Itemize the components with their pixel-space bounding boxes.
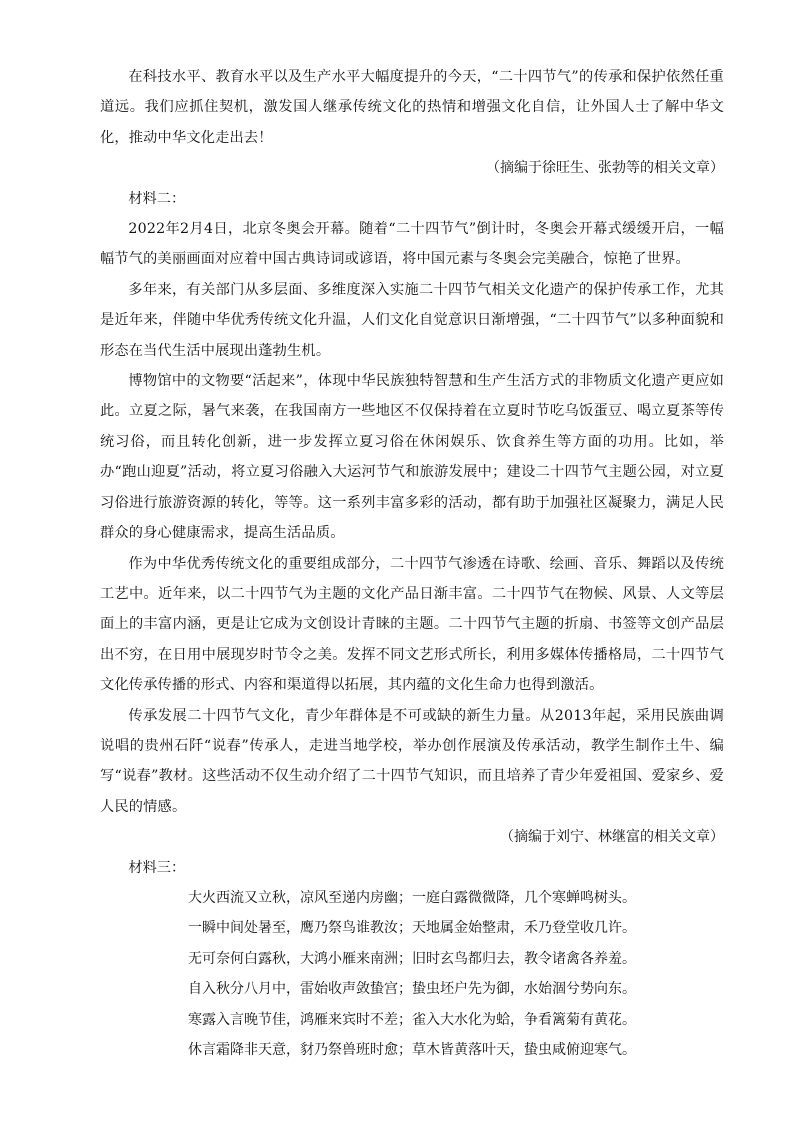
material-two-paragraph: 多年来，有关部门从多层面、多维度深入实施二十四节气相关文化遗产的保护传承工作，尤其是近年来，伴随中华优秀传统文化升温，人们文化自觉意识日渐增强，“二十四节气”以多种面貌和形态在当代生活中展现出蓬勃生机。 (100, 281, 724, 359)
material-two-paragraph: 2022年2月4日，北京冬奥会开幕。随着“二十四节气”倒计时，冬奥会开幕式缓缓开启，一幅幅节气的美丽画面对应着中国古典诗词或谚语，将中国元素与冬奥会完美融合，惊艳了世界。 (100, 221, 724, 268)
material-two-paragraph: 传承发展二十四节气文化，青少年群体是不可或缺的新生力量。从2013年起，采用民族曲调说唱的贵州石阡“说春”传承人，走进当地学校，举办创作展演及传承活动，教学生制作土牛、编写“说春”教材。这些活动不仅生动介绍了二十四节气知识，而且培养了青少年爱祖国、爱家乡、爱人民的情感。 (100, 707, 724, 815)
poem-line: 自入秋分八月中，雷始收声敛蛰宫；蛰虫坯户先为御，水始涸兮势向东。 (188, 981, 636, 998)
source-citation-1: （摘编于徐旺生、张勃等的相关文章） (486, 160, 724, 177)
material-two-paragraph: 作为中华优秀传统文化的重要组成部分，二十四节气渗透在诗歌、绘画、音乐、舞蹈以及传统工艺中。近年来，以二十四节气为主题的文化产品日渐丰富。二十四节气在物候、风景、人文等层面上的丰富内涵，更是让它成为文创设计青睐的主题。二十四节气主题的折扇、书签等文创产品层出不穷，在日用中展现岁时节令之美。发挥不同文艺形式所长，利用多媒体传播格局，二十四节气文化传承传播的形式、内容和渠道得以拓展，其内蕴的文化生命力也得到激活。 (100, 555, 724, 694)
document-body (100, 62, 724, 1065)
material-two-paragraph: 博物馆中的文物要“活起来”，体现中华民族独特智慧和生产生活方式的非物质文化遗产更应如此。立夏之际，暑气来袭，在我国南方一些地区不仅保持着在立夏时节吃乌饭蛋豆、喝立夏茶等传统习俗，而且转化创新，进一步发挥立夏习俗在休闲娱乐、饮食养生等方面的功用。比如，举办“跑山迎夏”活动，将立夏习俗融入大运河节气和旅游发展中；建设二十四节气主题公园，对立夏习俗进行旅游资源的转化，等等。这一系列丰富多彩的活动，都有助于加强社区凝聚力，满足人民群众的身心健康需求，提高生活品质。 (100, 373, 724, 542)
poem-line: 一瞬中间处暑至，鹰乃祭鸟谁教汝；天地属金始整肃，禾乃登堂收几许。 (188, 920, 636, 937)
poem-line: 休言霜降非天意，豺乃祭兽班时愈；草木皆黄落叶天，蛰虫咸俯迎寒气。 (188, 1042, 636, 1058)
material-two-heading: 材料二： (128, 190, 186, 207)
poem-block (100, 883, 724, 1065)
material-three-heading: 材料三： (128, 859, 186, 876)
poem-line: 大火西流又立秋，凉风至递内房幽；一庭白露微微降，几个寒蝉鸣树头。 (188, 889, 636, 906)
source-citation-2: （摘编于刘宁、林继富的相关文章） (500, 829, 724, 846)
paragraph-intro: 在科技水平、教育水平以及生产水平大幅度提升的今天，“二十四节气”的传承和保护依然任重道远。我们应抓住契机，激发国人继承传统文化的热情和增强文化自信，让外国人士了解中华文化，推动中华文化走出去！ (100, 69, 724, 146)
poem-line: 寒露入言晚节佳，鸿雁来宾时不差；雀入大水化为蛤，争看篱菊有黄花。 (188, 1011, 636, 1028)
poem-line: 无可奈何白露秋，大鸿小雁来南洲；旧时玄鸟都归去，教令诸禽各养羞。 (188, 950, 636, 967)
